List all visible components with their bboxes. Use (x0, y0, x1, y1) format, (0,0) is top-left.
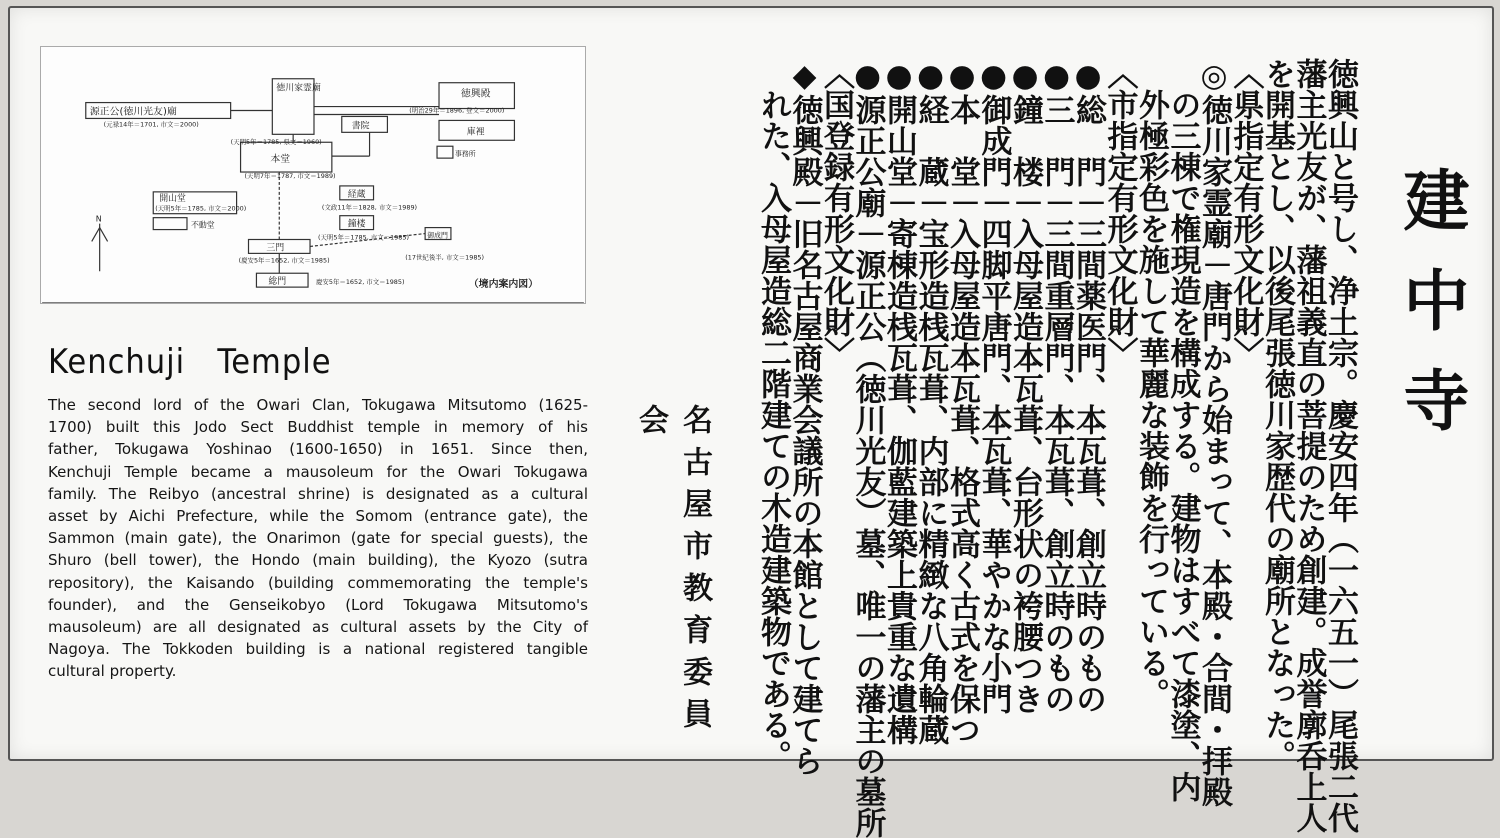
english-line: founder), and the Genseikobyo (Lord Tokugawa Mitsutomo's (48, 595, 588, 614)
map-drawing (41, 47, 585, 303)
map-label-kaisando: 開山堂 (159, 193, 186, 204)
english-line: Kenchuji Temple became a mausoleum for the Owari Tokugawa (48, 462, 588, 481)
map-caption: （境内案内図） (468, 279, 539, 291)
english-line: mausoleum) are all designated as cultural assets by the City of (48, 618, 588, 637)
map-north-label: N (95, 214, 102, 224)
map-label-kuri: 庫裡 (466, 127, 485, 138)
english-description (48, 394, 588, 683)
english-line: The second lord of the Owari Clan, Tokugawa Mitsutomo (1625- (48, 396, 588, 414)
signboard (8, 6, 1494, 838)
map-label-genseikobyo: 源正公(徳川光友)廟 (89, 106, 177, 118)
japanese-column: ●鐘 楼－入母屋造本瓦葺、台形状の袴腰つき (1007, 58, 1043, 714)
english-title: Kenchuji Temple (48, 342, 332, 382)
map-label-office: 事務所 (454, 150, 476, 159)
japanese-column: ●三 門－三間重層門、本瓦葺、創立時のもの (1038, 58, 1075, 714)
japanese-column: 〈市指定有形文化財〉 (1101, 58, 1138, 368)
japanese-column: ◆徳興殿－旧名古屋商業会議所の本館として建てら (786, 58, 823, 776)
japanese-column: ●源正公廟－源正公（徳川光友）墓、唯一の藩主の墓所 (849, 58, 886, 838)
map-label-tokkoden: 徳興殿 (460, 88, 491, 100)
english-line: repository), the Kaisando (building commemorating the temple's (48, 573, 588, 592)
japanese-column: 〈県指定有形文化財〉 (1227, 58, 1264, 368)
japanese-column: 徳興山と号し、浄土宗。慶安四年（一六五一）尾張二代 (1322, 58, 1358, 833)
map-label-somon: 総門 (268, 277, 287, 288)
japanese-column: 外極彩色を施して華麗な装飾を行っている。 (1133, 58, 1169, 709)
issuer-name: 名古屋市教育委員会 (633, 404, 712, 740)
japanese-column: ●開山堂－寄棟造桟瓦葺、伽藍建築上貴重な遺構 (881, 58, 917, 745)
map-info-sanmon: (慶安5年＝1652, 市文＝1985) (238, 256, 330, 265)
map-info-genseikobyo: (元禄14年＝1701, 市文＝2000) (103, 120, 199, 129)
english-line: Shuro (bell tower), the Hondo (main building), the Kyozo (sutra (48, 551, 588, 570)
map-label-shuro: 鐘楼 (347, 219, 366, 230)
english-line: Nagoya. The Tokkoden building is a national registered tangible (48, 640, 588, 659)
english-line: cultural property. (48, 662, 177, 681)
map-office-box (437, 146, 453, 158)
english-line: Sammon (main gate), the Onarimon (gate for special guests), the (48, 529, 588, 548)
english-line: family. The Reibyo (ancestral shrine) is designated as a cultural (48, 484, 588, 503)
map-label-sanmon: 三門 (266, 243, 285, 254)
japanese-column: ●総 門－三間薬医門、本瓦葺、創立時のもの (1070, 58, 1106, 714)
map-info-somon: 慶安5年＝1652, 市文＝1985) (315, 278, 405, 287)
english-line: father, Tokugawa Yoshinao (1600-1650) in 1651. Since then, (48, 440, 588, 459)
map-info-kyozo: (文政11年＝1828, 市文＝1989) (321, 203, 418, 212)
map-info-reibyo: (天明5年＝1785, 県文＝1960) (230, 138, 322, 147)
map-info-hondo: (天明7年＝1787, 市文＝1989) (244, 171, 336, 180)
map-fudodo-box (153, 218, 187, 230)
temple-grounds-map (40, 46, 586, 304)
map-label-kyozo: 経蔵 (347, 189, 366, 200)
japanese-title: 建中寺 (1392, 166, 1470, 466)
map-info-kaisando: (天明5年＝1785, 市文＝2000) (155, 204, 247, 213)
map-label-reibyo: 徳川家霊廟 (276, 83, 321, 94)
japanese-column: を開基とし、以後尾張徳川家歴代の廟所となった。 (1259, 58, 1295, 771)
japanese-column: 藩主光友が、藩祖義直の菩提のため創建。成誉廓呑上人 (1290, 58, 1327, 833)
map-label-onarimon: 御成門 (427, 231, 448, 240)
map-info-onarimon: (17世紀後半, 市文＝1985) (405, 253, 485, 262)
japanese-column: ●本 堂－入母屋造本瓦葺、格式高く古式を保つ (944, 58, 980, 745)
japanese-text-area (624, 24, 1474, 838)
english-line: 1700) built this Jodo Sect Buddhist temple in memory of his (48, 418, 588, 437)
map-info-tokkoden: (明治29年＝1896, 登文＝2000) (409, 106, 505, 115)
map-label-fudodo: 不動堂 (190, 220, 215, 230)
map-label-shoin: 書院 (351, 121, 370, 132)
japanese-column: の三棟で権現造を構成する。建物はすべて漆塗、内 (1164, 58, 1201, 802)
japanese-column: れた、入母屋造総二階建ての木造建築物である。 (755, 58, 791, 771)
map-label-hondo: 本堂 (270, 154, 291, 166)
map-info-shuro: (天明5年＝1785, 市文＝1985) (317, 233, 410, 242)
japanese-column: ●経 蔵－宝形造桟瓦葺、内部に精緻な八角輪蔵 (912, 58, 949, 745)
japanese-column: 〈国登録有形文化財〉 (818, 58, 854, 368)
japanese-column: ◎徳川家霊廟－唐門から始まって、本殿・合間・拝殿 (1196, 58, 1232, 807)
english-line: asset by Aichi Prefecture, while the Somom (entrance gate), the (48, 507, 588, 526)
japanese-column: ●御成門－四脚平唐門、本瓦葺、華やかな小門 (975, 58, 1012, 714)
